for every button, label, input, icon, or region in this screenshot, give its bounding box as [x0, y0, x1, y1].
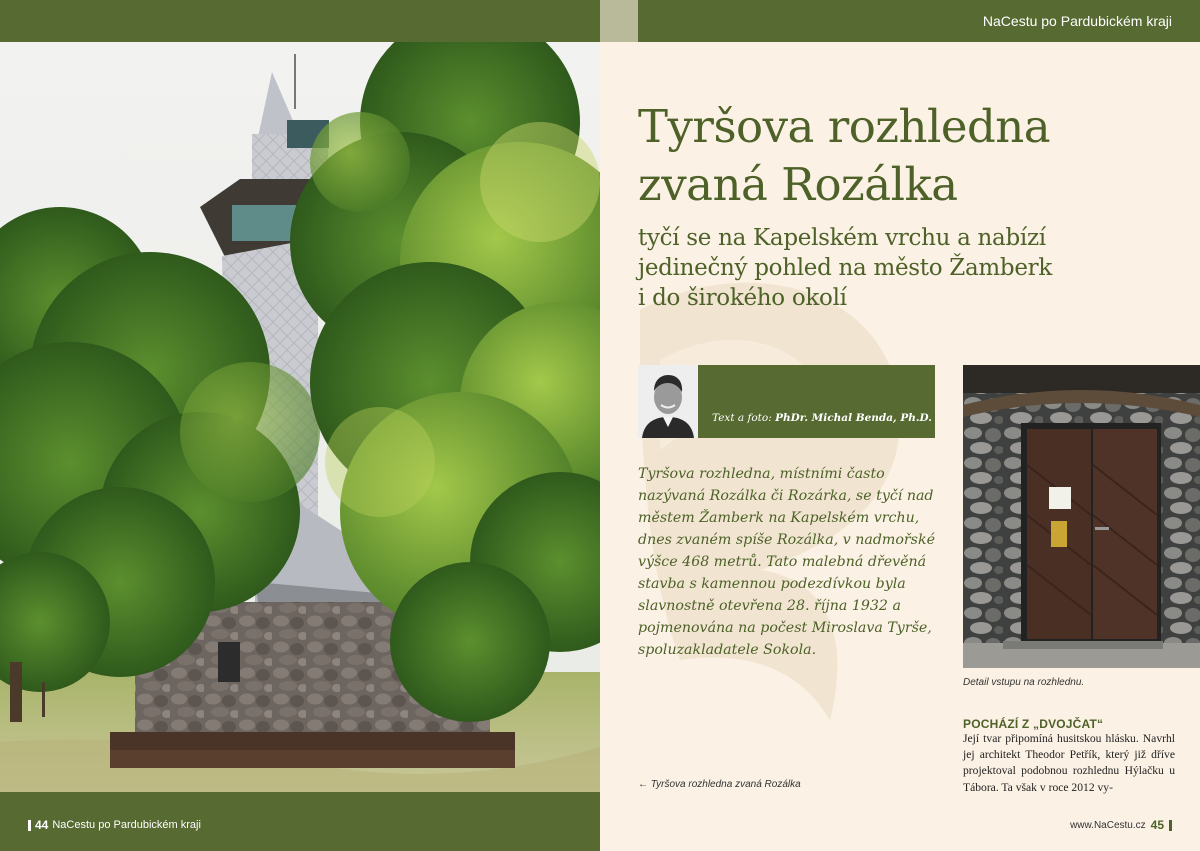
folio-mark	[28, 820, 31, 831]
left-top-bar	[0, 0, 600, 42]
section-heading: POCHÁZÍ Z „DVOJČAT“	[963, 717, 1104, 731]
door-photo	[963, 365, 1200, 668]
right-page-number: 45	[1150, 818, 1164, 832]
title-line-1: Tyršova rozhledna	[638, 100, 1051, 153]
tower-photo	[0, 42, 600, 792]
author-prefix: Text a foto:	[712, 412, 776, 424]
top-bar-accent	[600, 0, 638, 42]
subtitle-line-1: tyčí se na Kapelském vrchu a nabízí	[638, 225, 1046, 251]
right-top-bar	[600, 0, 1200, 42]
author-box	[638, 365, 935, 438]
article-title	[638, 98, 1178, 214]
right-page-folio	[1070, 818, 1172, 832]
subtitle-line-3: i do širokého okolí	[638, 285, 847, 311]
website: www.NaCestu.cz	[1070, 819, 1146, 831]
left-footer-magazine: NaCestu po Pardubickém kraji	[52, 819, 201, 831]
author-portrait	[638, 365, 698, 438]
running-head: NaCestu po Pardubickém kraji	[982, 13, 1172, 29]
door-photo-caption: Detail vstupu na rozhlednu.	[963, 677, 1085, 688]
title-line-2: zvaná Rozálka	[638, 158, 958, 211]
article-subtitle	[638, 223, 1178, 313]
author-name: PhDr. Michal Benda, Ph.D.	[775, 412, 932, 424]
article-lead: Tyršova rozhledna, místními často nazývaná Rozálka či Rozárka, se tyčí nad městem Žamberk na Kapelském vrchu, dnes zvaném spíše Rozálka, v nadmořské výšce 468 metrů. Tato malebná dřevěná stavba s kamennou podezdívkou byla slavnostně otevřena 28. října 1932 a pojmenována na počest Miroslava Tyrše, spoluzakladatele Sokola.	[638, 466, 935, 658]
folio-mark-right	[1169, 820, 1172, 831]
author-credit	[712, 412, 932, 424]
left-page-folio	[28, 818, 201, 832]
left-page-number: 44	[35, 818, 49, 832]
right-page	[600, 0, 1200, 851]
body-text: Její tvar připomíná husitskou hlásku. Navrhl jej architekt Theodor Petřík, který již dříve projektoval podobnou rozhlednu Hýlačku u Tábora. Ta však v roce 2012 vy-	[963, 732, 1175, 794]
tower-photo-caption: ← Tyršova rozhledna zvaná Rozálka	[638, 779, 801, 790]
subtitle-line-2: jedinečný pohled na město Žamberk	[638, 255, 1052, 281]
